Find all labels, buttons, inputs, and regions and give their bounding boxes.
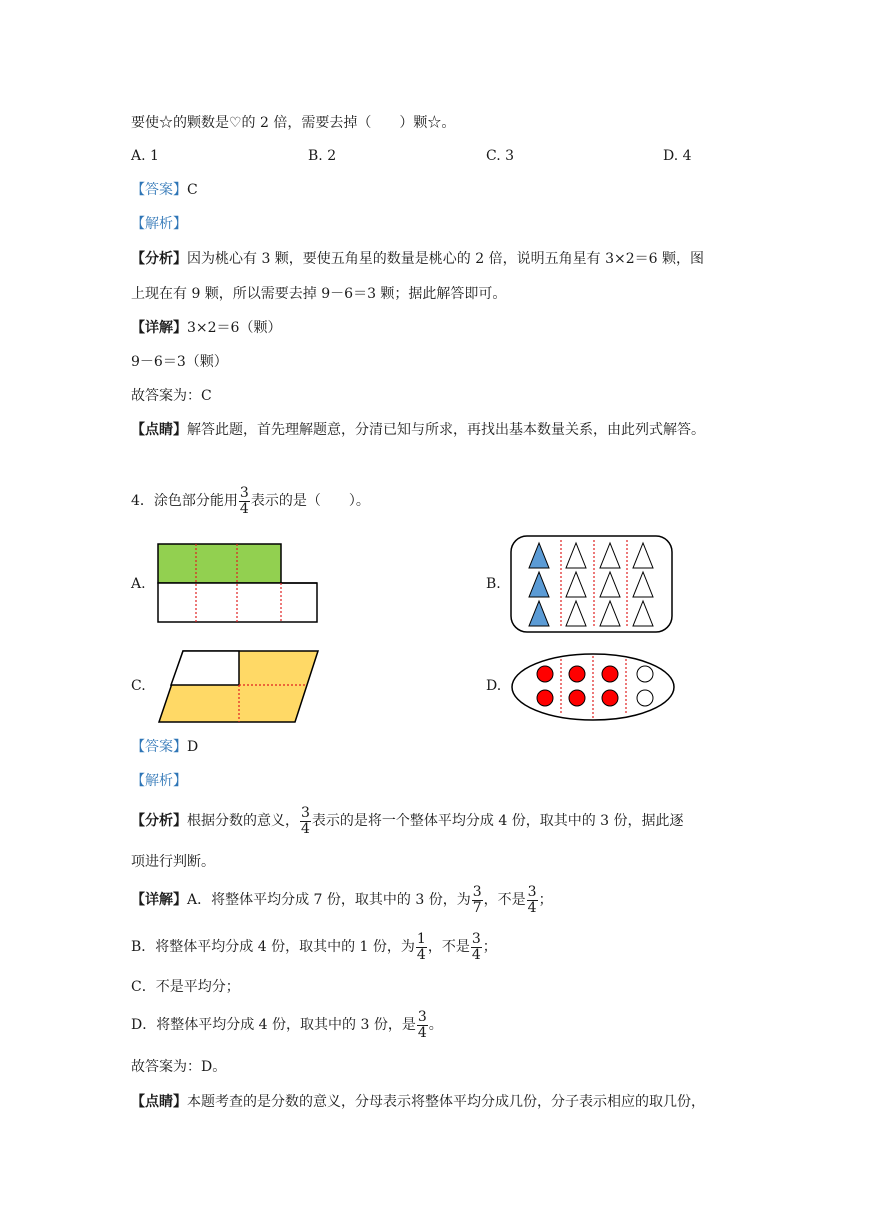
q4-xiangjie-c: C．不是平均分；: [131, 979, 240, 995]
q4-label-c: C.: [131, 678, 146, 694]
q3-xiangjie-line2: 9－6＝3（颗）: [131, 354, 228, 370]
q4-figure-c: [155, 649, 323, 725]
q3-final-answer: 故答案为：C: [131, 388, 212, 404]
q3-fenxi-line2: 上现在有 9 颗，所以需要去掉 9－6＝3 颗；据此解答即可。: [131, 286, 507, 302]
q4-analysis-tag: 【解析】: [131, 773, 187, 789]
q3-option-b: B. 2: [308, 148, 337, 164]
q4-label-b: B.: [486, 576, 501, 592]
fraction-3-4: $\frac{3}{4}$: [417, 1008, 427, 1041]
q4-stem-fraction: $\frac{3}{4}$: [239, 484, 249, 517]
q4-figure-a: [155, 542, 320, 624]
fraction-3-4: $\frac{3}{4}$: [527, 883, 537, 916]
q4-dianjing: 【点睛】本题考查的是分数的意义，分母表示将整体平均分成几份，分子表示相应的取几份，: [131, 1094, 705, 1110]
q4-fenxi-line1: 【分析】根据分数的意义， $\frac{3}{4}$ 表示的是将一个整体平均分成 4 份，取其中的 3 份，据此逐: [131, 804, 684, 837]
q4-figure-b: [509, 534, 675, 634]
q4-final-answer: 故答案为：D。: [131, 1059, 227, 1075]
fraction-3-7: $\frac{3}{7}$: [472, 883, 482, 916]
q4-fenxi-line2: 项进行判断。: [131, 854, 215, 870]
q3-option-a: A. 1: [131, 148, 159, 164]
q4-answer: 【答案】D: [131, 739, 199, 755]
q3-analysis-tag: 【解析】: [131, 216, 187, 232]
q3-stem: 要使☆的颗数是♡的 2 倍，需要去掉（ ）颗☆。: [131, 115, 456, 131]
q3-fenxi-line1: 【分析】因为桃心有 3 颗，要使五角星的数量是桃心的 2 倍，说明五角星有 3×2＝6 颗，图: [131, 251, 704, 267]
fraction-3-4: $\frac{3}{4}$: [471, 930, 481, 963]
q3-option-d: D. 4: [663, 148, 692, 164]
fraction-1-4: $\frac{1}{4}$: [416, 930, 426, 963]
q4-fenxi-fraction: $\frac{3}{4}$: [301, 804, 310, 837]
q3-answer: 【答案】C: [131, 182, 198, 198]
q4-xiangjie-a: 【详解】A．将整体平均分成 7 份，取其中的 3 份，为 $\frac{3}{7}$ ，不是 $\frac{3}{4}$ ；: [131, 883, 553, 916]
q4-xiangjie-b: B．将整体平均分成 4 份，取其中的 1 份，为 $\frac{1}{4}$ ，不是 $\frac{3}{4}$ ；: [131, 930, 497, 963]
q4-stem: 4．涂色部分能用 $\frac{3}{4}$ 表示的是（ ）。: [131, 484, 370, 517]
q4-label-d: D.: [486, 678, 502, 694]
q4-label-a: A.: [131, 576, 146, 592]
q4-figure-d: [509, 651, 677, 723]
q3-option-c: C. 3: [486, 148, 515, 164]
q3-dianjing: 【点睛】解答此题，首先理解题意，分清已知与所求，再找出基本数量关系，由此列式解答。: [131, 422, 705, 438]
q3-xiangjie-line1: 【详解】3×2＝6（颗）: [131, 320, 282, 336]
q4-xiangjie-d: D．将整体平均分成 4 份，取其中的 3 份，是 $\frac{3}{4}$ 。: [131, 1008, 443, 1041]
